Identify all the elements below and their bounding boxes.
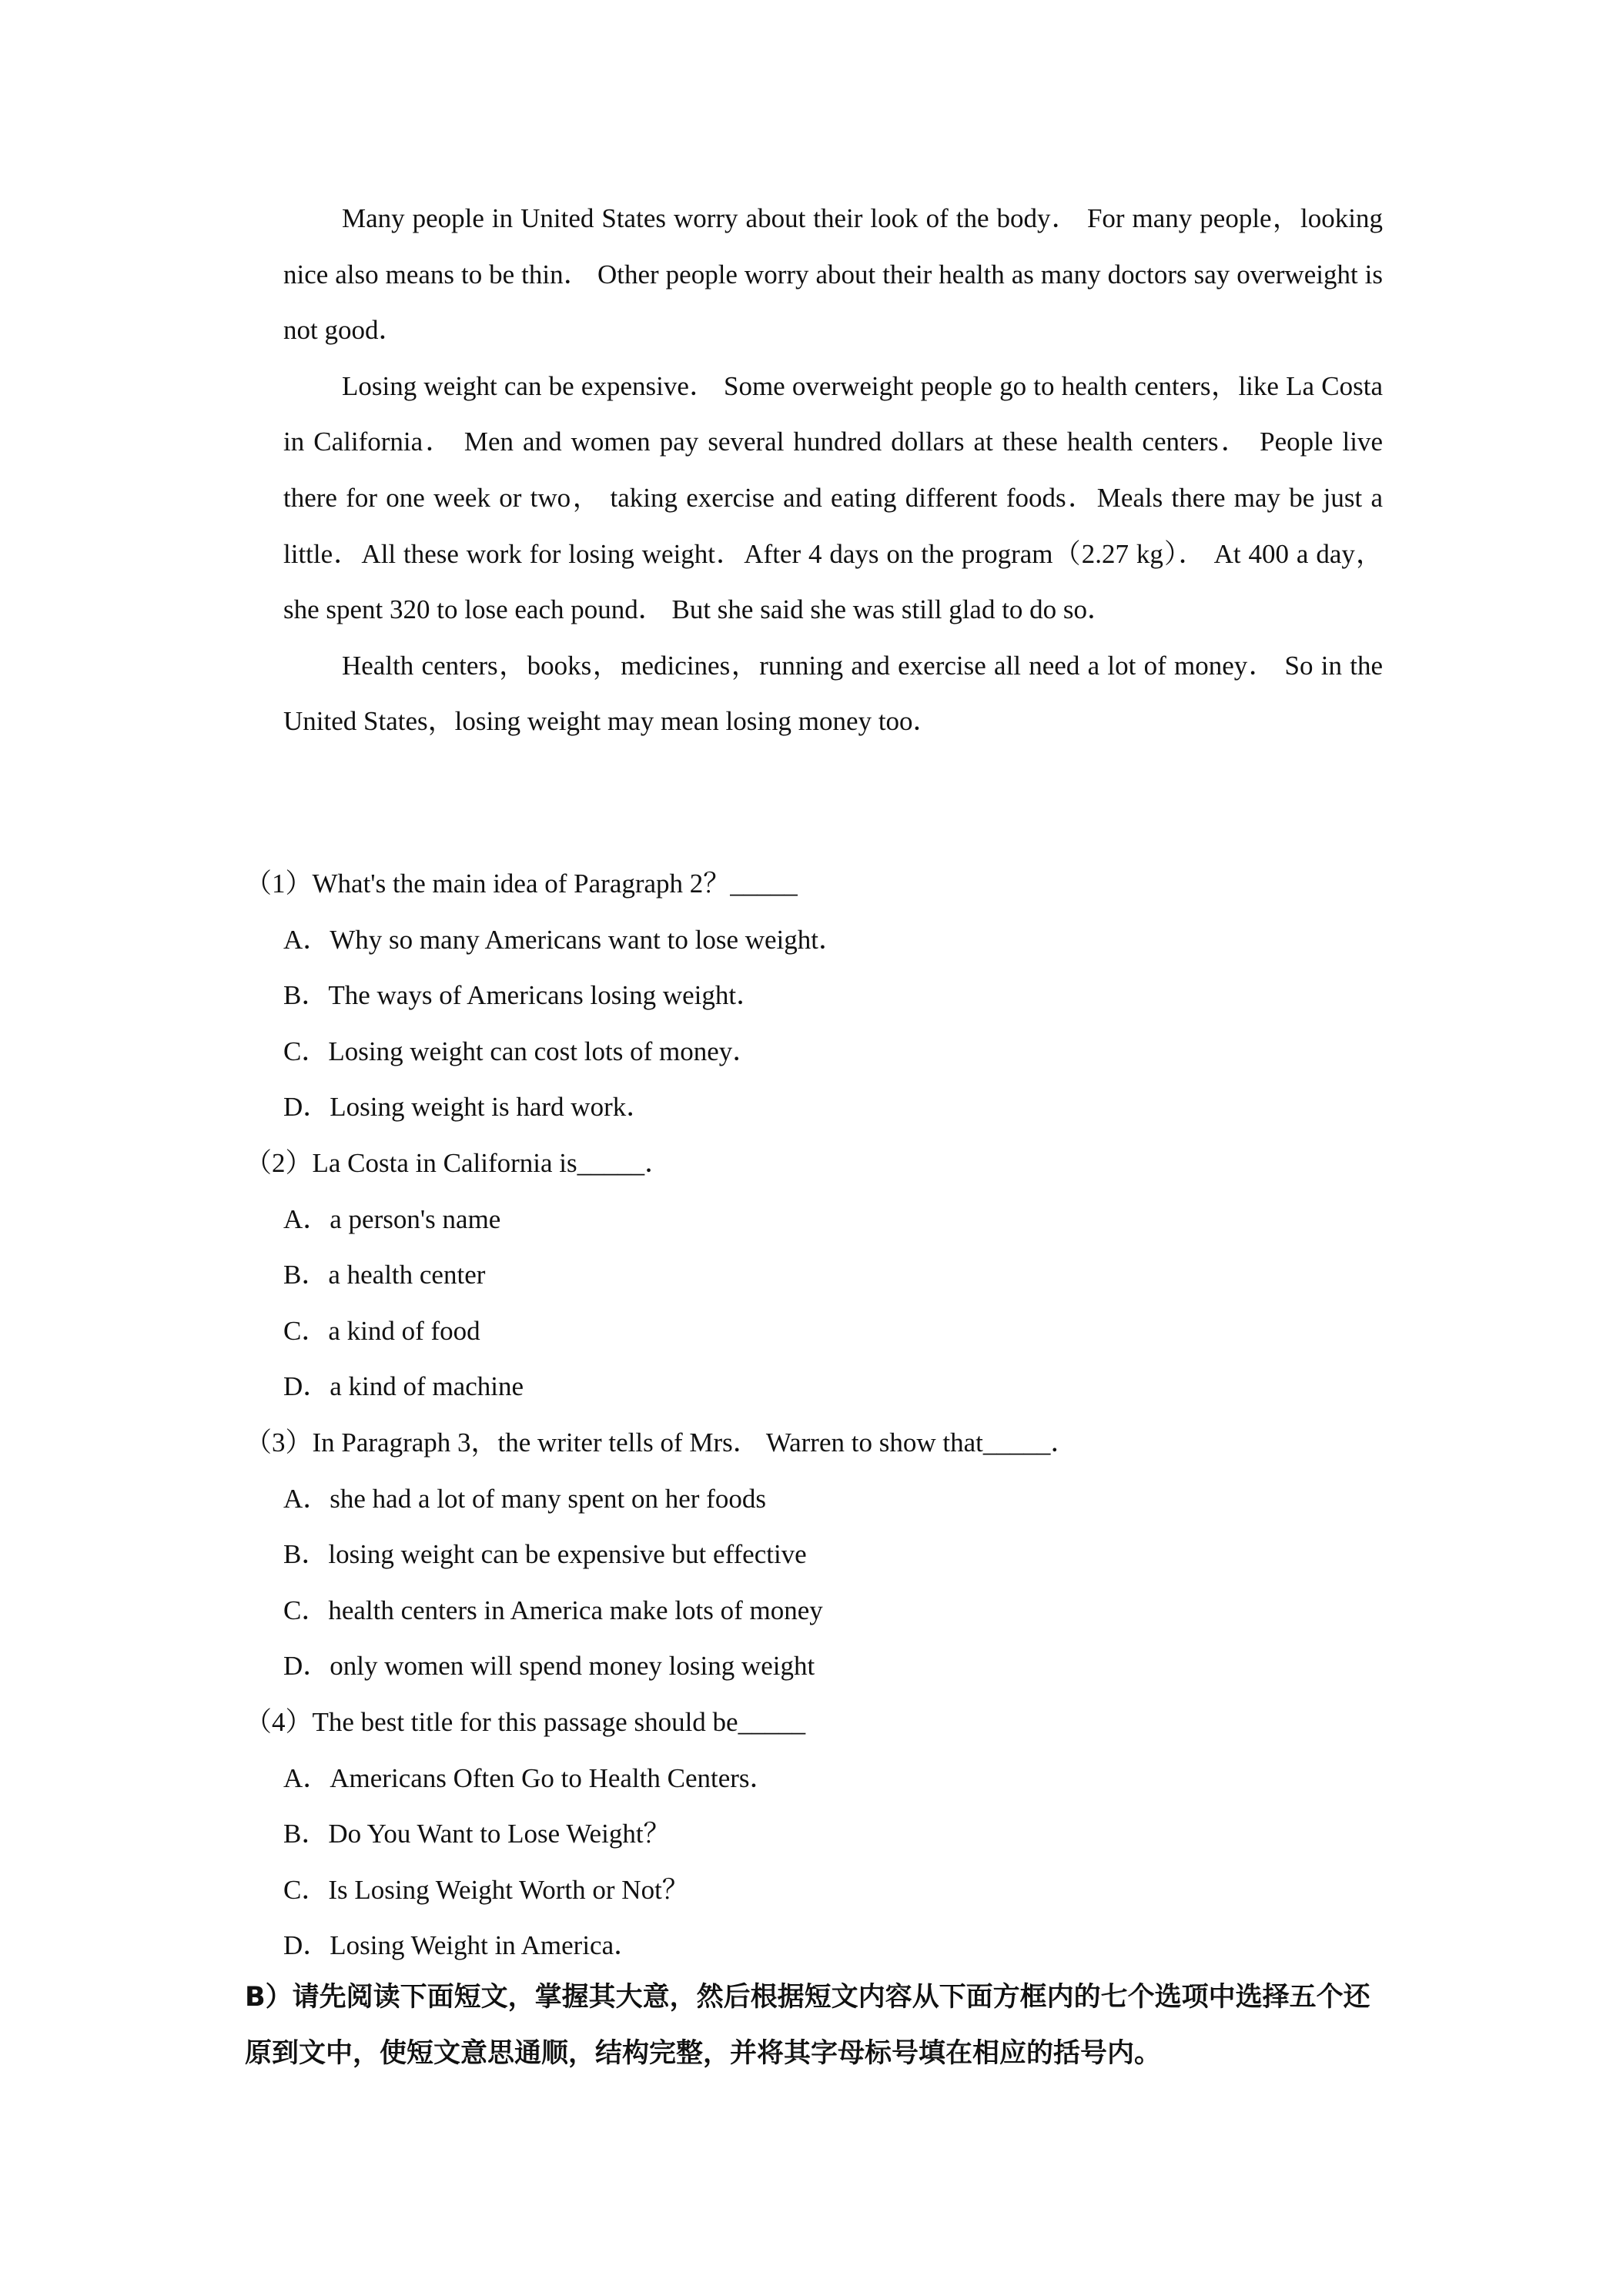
option-b: B．losing weight can be expensive but effective [283,1539,807,1570]
option-a: A．she had a lot of many spent on her foods [283,1483,766,1514]
option-b: B．Do You Want to Lose Weight？ [283,1819,671,1849]
option-c: C．Is Losing Weight Worth or Not？ [283,1874,689,1905]
question-stem: （3）In Paragraph 3，the writer tells of Mrs． Warren to show that_____． [245,1427,1078,1458]
question-1 [245,856,1384,1136]
option-d: D．only women will spend money losing weight [283,1651,815,1682]
option-b: B．The ways of Americans losing weight． [283,980,764,1011]
option-d: D．Losing weight is hard work． [283,1092,654,1123]
option-d: D．Losing Weight in America． [283,1930,641,1961]
passage-paragraph-1: Many people in United States worry about their look of the body． For many people，looking nice also means to be thin． Other people worry about their health as many doctors say overweight is not good． [283,203,1383,346]
question-stem: （1）What's the main idea of Paragraph 2？_____ [245,869,798,899]
option-a: A．Why so many Americans want to lose weight． [283,924,846,955]
passage-paragraph-3: Health centers，books，medicines，running and exercise all need a lot of money． So in the United States，losing weight may mean losing money too． [283,650,1383,737]
question-stem: （2）La Costa in California is_____． [245,1147,672,1178]
question-list [245,856,1384,1974]
option-c: C．health centers in America make lots of money [283,1595,823,1625]
option-a: A．a person's name [283,1203,501,1234]
question-3 [245,1415,1384,1695]
question-2 [245,1136,1384,1415]
option-c: C．Losing weight can cost lots of money． [283,1036,760,1066]
option-c: C．a kind of food [283,1315,480,1346]
passage-paragraph-2: Losing weight can be expensive． Some overweight people go to health centers，like La Costa in California． Men and women pay several hundred dollars at these health centers． People live there for one week or two， taking exercise and eating different foods．Meals there may be just a little．All these work for losing weight．After 4 days on the program（2.27 kg）． At 400 a day，she spent 320 to lose each pound． But she said she was still glad to do so． [283,370,1383,625]
question-4 [245,1695,1384,1974]
question-stem: （4）The best title for this passage should be_____ [245,1706,806,1737]
option-d: D．a kind of machine [283,1371,524,1402]
option-b: B．a health center [283,1260,486,1290]
option-a: A．Americans Often Go to Health Centers． [283,1762,777,1793]
reading-passage [283,191,1383,750]
section-b-instruction: B）请先阅读下面短文，掌握其大意，然后根据短文内容从下面方框内的七个选项中选择五个还原到文中，使短文意思通顺，结构完整，并将其字母标号填在相应的括号内。 [245,1982,1370,2069]
